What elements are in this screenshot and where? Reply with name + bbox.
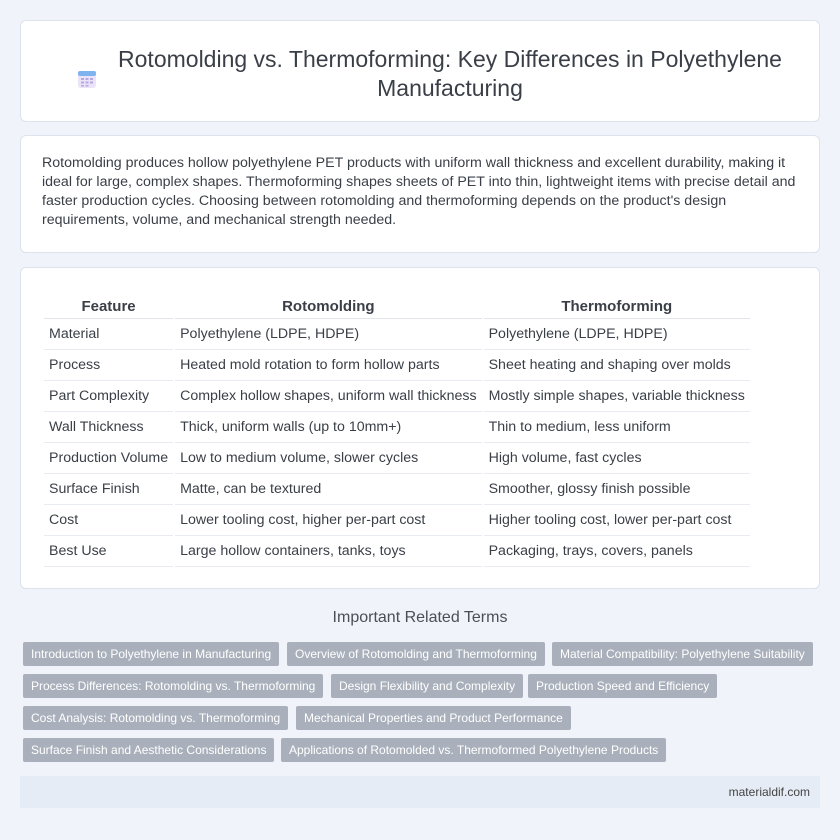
related-term-tag[interactable]: Material Compatibility: Polyethylene Suitability	[552, 642, 813, 666]
comparison-table	[42, 294, 752, 567]
feature-cell: Best Use	[44, 536, 173, 567]
feature-cell: Surface Finish	[44, 474, 173, 505]
related-term-tag[interactable]: Surface Finish and Aesthetic Considerations	[23, 738, 274, 762]
table-row	[44, 443, 750, 474]
related-term-tag[interactable]: Mechanical Properties and Product Performance	[296, 706, 571, 730]
feature-cell: Material	[44, 319, 173, 350]
table-row	[44, 350, 750, 381]
header-thermoforming: Thermoforming	[484, 294, 750, 319]
title-card	[20, 20, 820, 122]
related-term-tag[interactable]: Overview of Rotomolding and Thermoforming	[287, 642, 545, 666]
rotomolding-cell: Complex hollow shapes, uniform wall thickness	[175, 381, 482, 412]
thermoforming-cell: Thin to medium, less uniform	[484, 412, 750, 443]
intro-paragraph: Rotomolding produces hollow polyethylene PET products with uniform wall thickness and excellent durability, making it ideal for large, complex shapes. Thermoforming shapes sheets of PET into thin, lightweight items with precise detail and faster production cycles. Choosing between rotomolding and thermoforming depends on the product's design requirements, volume, and mechanical strength needed.	[42, 155, 796, 228]
table-row	[44, 381, 750, 412]
thermoforming-cell: Smoother, glossy finish possible	[484, 474, 750, 505]
feature-cell: Part Complexity	[44, 381, 173, 412]
comparison-card	[20, 267, 820, 589]
header-rotomolding: Rotomolding	[175, 294, 482, 319]
feature-cell: Cost	[44, 505, 173, 536]
rotomolding-cell: Matte, can be textured	[175, 474, 482, 505]
rotomolding-cell: Large hollow containers, tanks, toys	[175, 536, 482, 567]
related-term-tag[interactable]: Applications of Rotomolded vs. Thermoformed Polyethylene Products	[281, 738, 666, 762]
table-header-row	[44, 294, 750, 319]
page-title: Rotomolding vs. Thermoforming: Key Differences in Polyethylene Manufacturing	[118, 46, 782, 101]
thermoforming-cell: Sheet heating and shaping over molds	[484, 350, 750, 381]
feature-cell: Production Volume	[44, 443, 173, 474]
thermoforming-cell: High volume, fast cycles	[484, 443, 750, 474]
footer-site-link[interactable]: materialdif.com	[728, 785, 810, 799]
rotomolding-cell: Thick, uniform walls (up to 10mm+)	[175, 412, 482, 443]
feature-cell: Wall Thickness	[44, 412, 173, 443]
thermoforming-cell: Polyethylene (LDPE, HDPE)	[484, 319, 750, 350]
table-row	[44, 412, 750, 443]
rotomolding-cell: Low to medium volume, slower cycles	[175, 443, 482, 474]
related-term-tag[interactable]: Introduction to Polyethylene in Manufacturing	[23, 642, 279, 666]
related-term-tag[interactable]: Cost Analysis: Rotomolding vs. Thermoforming	[23, 706, 288, 730]
thermoforming-cell: Packaging, trays, covers, panels	[484, 536, 750, 567]
related-term-tag[interactable]: Process Differences: Rotomolding vs. Thermoforming	[23, 674, 323, 698]
table-row	[44, 319, 750, 350]
related-term-tag[interactable]: Design Flexibility and Complexity	[331, 674, 523, 698]
intro-card	[20, 135, 820, 253]
table-row	[44, 536, 750, 567]
rotomolding-cell: Heated mold rotation to form hollow parts	[175, 350, 482, 381]
related-terms-heading: Important Related Terms	[332, 609, 508, 626]
rotomolding-cell: Polyethylene (LDPE, HDPE)	[175, 319, 482, 350]
footer	[20, 776, 820, 808]
thermoforming-cell: Higher tooling cost, lower per-part cost	[484, 505, 750, 536]
feature-cell: Process	[44, 350, 173, 381]
calendar-icon	[76, 68, 98, 90]
header-feature: Feature	[44, 294, 173, 319]
table-row	[44, 505, 750, 536]
related-term-tag[interactable]: Production Speed and Efficiency	[528, 674, 717, 698]
rotomolding-cell: Lower tooling cost, higher per-part cost	[175, 505, 482, 536]
thermoforming-cell: Mostly simple shapes, variable thickness	[484, 381, 750, 412]
table-row	[44, 474, 750, 505]
